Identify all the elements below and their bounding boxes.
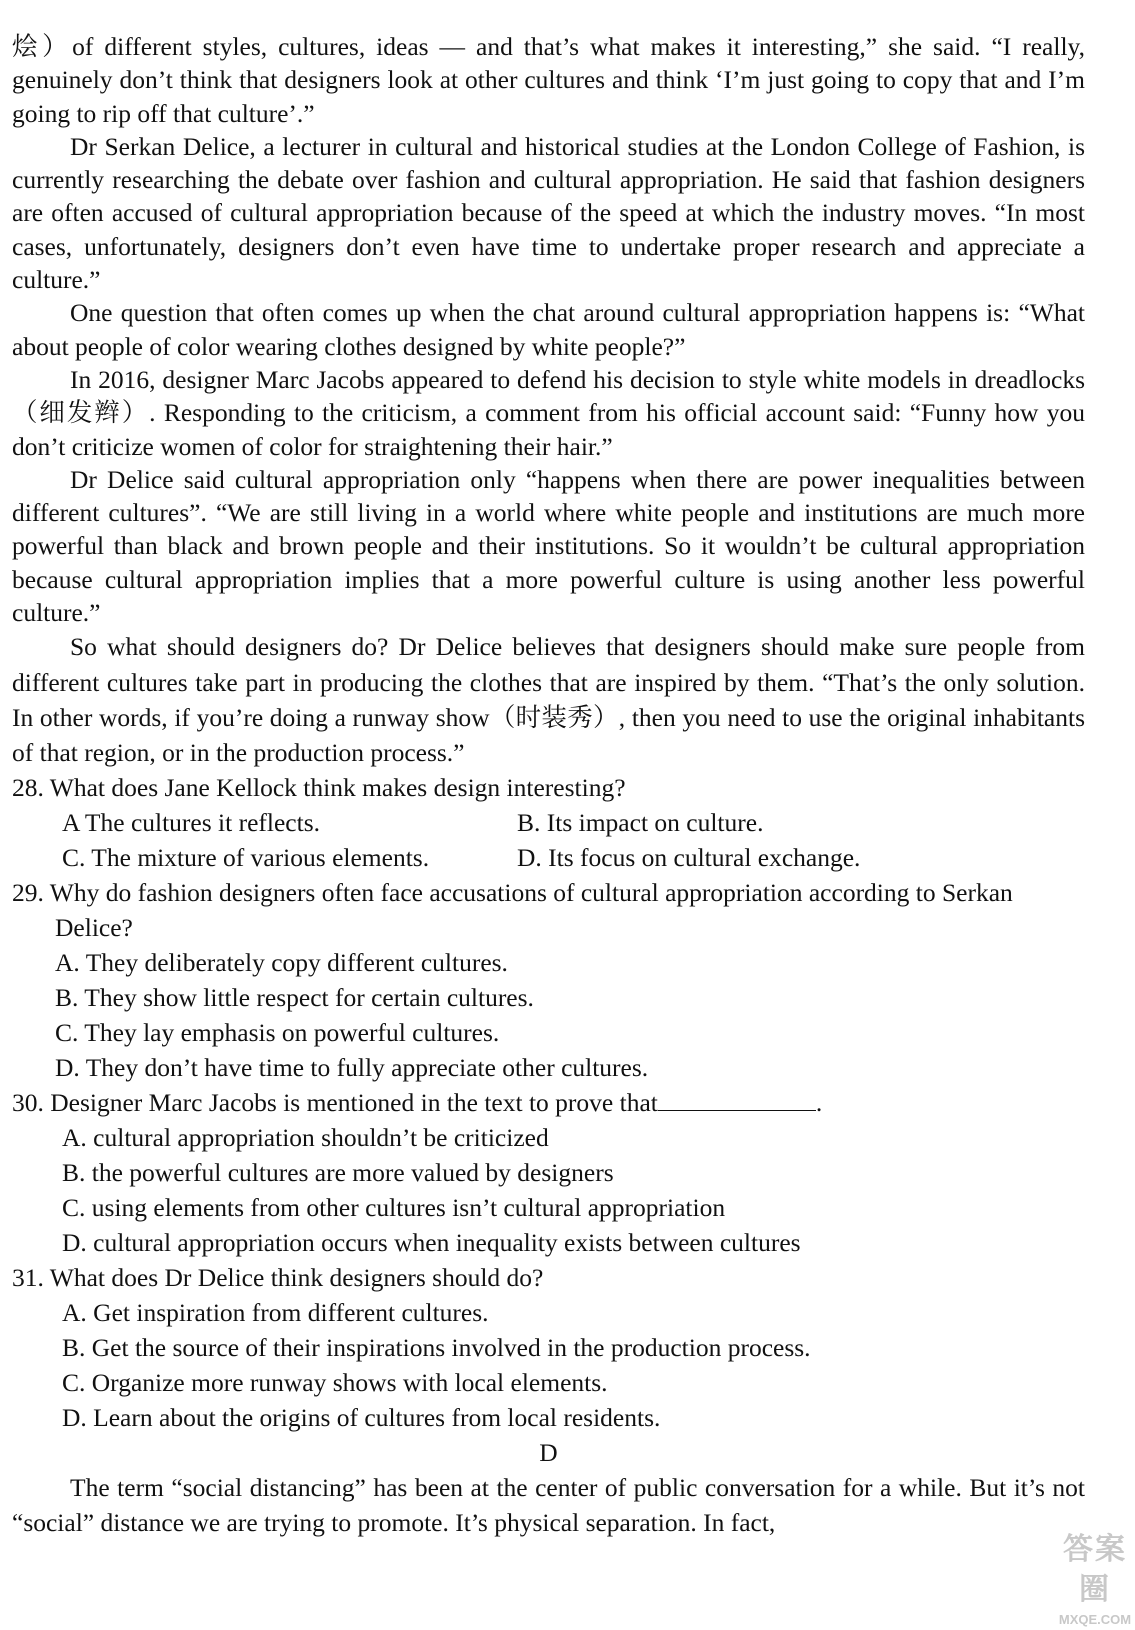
question-30 — [12, 1085, 1085, 1260]
question-30-option-c: C. using elements from other cultures isn’t cultural appropriation — [62, 1193, 726, 1223]
question-29 — [12, 875, 1085, 1085]
section-d-paragraph-1: The term “social distancing” has been at the center of public conversation for a while. But it’s not “social” distance we are trying to promote. It’s physical separation. In fact, — [12, 1473, 1085, 1538]
question-30-stem-end: . — [815, 1088, 823, 1118]
question-31 — [12, 1260, 1085, 1435]
passage-paragraph-1: 烩）of different styles, cultures, ideas — and that’s what makes it interesting,” she said. “I really, genuinely don’t think that designers look at other cultures and think ‘I’m just going to copy that and I’m going to rip off that culture’.” — [12, 32, 1085, 128]
question-28 — [12, 770, 1085, 875]
question-30-option-d: D. cultural appropriation occurs when inequality exists between cultures — [62, 1228, 801, 1258]
question-28-option-a: A The cultures it reflects. — [62, 808, 320, 838]
question-31-option-c: C. Organize more runway shows with local elements. — [62, 1368, 608, 1398]
question-28-option-c: C. The mixture of various elements. — [62, 843, 430, 873]
passage-paragraph-6: So what should designers do? Dr Delice believes that designers should make sure people from different cultures take part in producing the clothes that are inspired by them. “That’s the only solution. In other words, if you’re doing a runway show（时装秀）, then you need to use the original inhabitants of that region, or in the production process.” — [12, 632, 1085, 767]
question-31-option-b: B. Get the source of their inspirations involved in the production process. — [62, 1333, 811, 1363]
question-30-stem-line — [12, 1085, 1085, 1120]
question-29-option-c: C. They lay emphasis on powerful cultures. — [55, 1018, 500, 1048]
question-28-stem: 28. What does Jane Kellock think makes design interesting? — [12, 773, 626, 803]
passage-paragraph-3: One question that often comes up when the chat around cultural appropriation happens is: “What about people of color wearing clothes designed by white people?” — [12, 298, 1085, 361]
watermark-site: MXQE.COM — [1058, 1612, 1132, 1627]
answer-blank — [658, 1085, 816, 1111]
question-28-option-d: D. Its focus on cultural exchange. — [517, 843, 861, 873]
watermark-logo: 答案圈 — [1063, 1533, 1127, 1606]
question-29-stem: 29. Why do fashion designers often face accusations of cultural appropriation according to Serkan Delice? — [12, 878, 1013, 943]
question-28-options-row-1 — [12, 805, 1085, 840]
section-d-heading: D — [539, 1438, 558, 1468]
question-31-option-a: A. Get inspiration from different cultures. — [62, 1298, 489, 1328]
exam-page — [12, 30, 1085, 1541]
passage-paragraph-5: Dr Delice said cultural appropriation only “happens when there are power inequalities between different cultures”. “We are still living in a world where white people and institutions are much more powerful than black and brown people and their institutions. So it wouldn’t be cultural appropriation because cultural appropriation implies that a more powerful culture is using another less powerful culture.” — [12, 464, 1085, 628]
question-31-option-d: D. Learn about the origins of cultures from local residents. — [62, 1403, 661, 1433]
question-29-option-a: A. They deliberately copy different cultures. — [55, 948, 508, 978]
question-30-stem: 30. Designer Marc Jacobs is mentioned in the text to prove that — [12, 1088, 658, 1118]
question-30-option-b: B. the powerful cultures are more valued by designers — [62, 1158, 614, 1188]
question-31-stem: 31. What does Dr Delice think designers should do? — [12, 1263, 544, 1293]
passage-paragraph-2: Dr Serkan Delice, a lecturer in cultural and historical studies at the London College of Fashion, is currently researching the debate over fashion and cultural appropriation. He said that fashion designers are often accused of cultural appropriation because of the speed at which the industry moves. “In most cases, unfortunately, designers don’t even have time to undertake proper research and appreciate a culture.” — [12, 131, 1085, 295]
passage-paragraph-4: In 2016, designer Marc Jacobs appeared to defend his decision to style white models in dreadlocks（细发辫）. Responding to the criticism, a comment from his official account said: “Funny how you don’t criticize women of color for straightening their hair.” — [12, 364, 1085, 461]
site-watermark — [1055, 1530, 1135, 1627]
question-28-option-b: B. Its impact on culture. — [517, 808, 764, 838]
question-29-option-b: B. They show little respect for certain cultures. — [55, 983, 534, 1013]
question-29-option-d: D. They don’t have time to fully appreciate other cultures. — [55, 1053, 649, 1083]
question-30-option-a: A. cultural appropriation shouldn’t be criticized — [62, 1123, 549, 1153]
question-28-options-row-2 — [12, 840, 1085, 875]
